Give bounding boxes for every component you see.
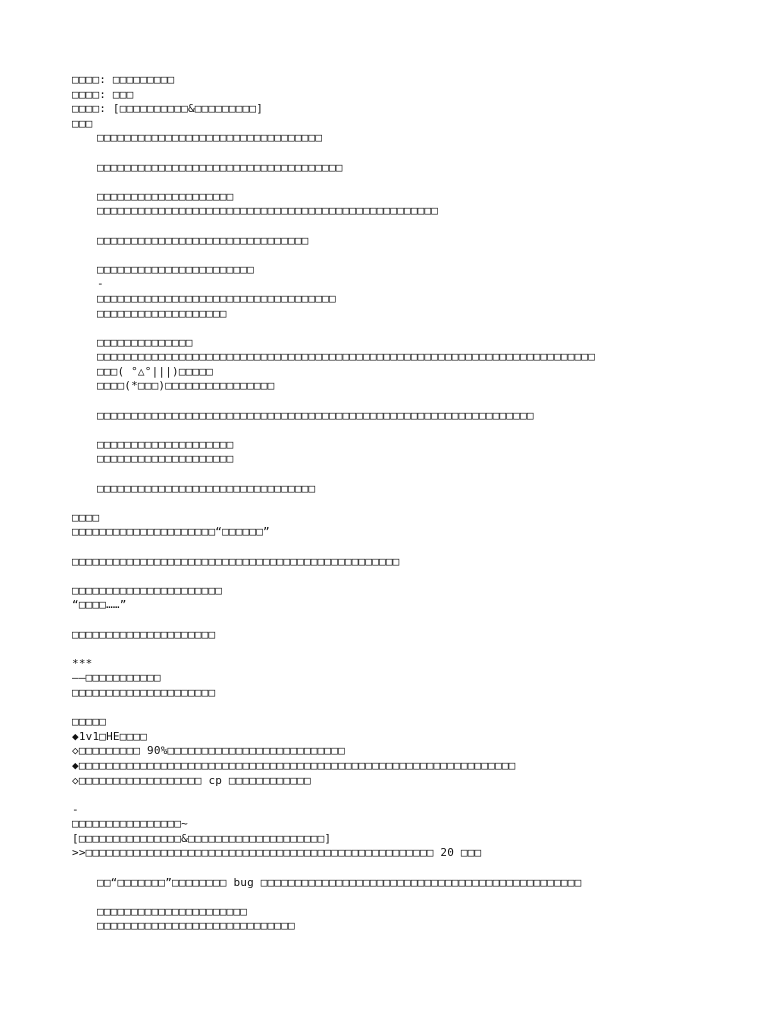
blank-line: [72, 788, 752, 803]
text-line: □□“□□□□□□□”□□□□□□□□ bug □□□□□□□□□□□□□□□□□□□□□□□□□□□□□□□□□□□□□□□□□□□□□□□: [97, 875, 582, 889]
text-line: □□□□□□□□□□□□□□□□□□□□□: [72, 685, 216, 699]
blank-line: [72, 423, 752, 438]
text-line: □□□□□□□□□□□□□□□□□□□□□“□□□□□□”: [72, 525, 270, 539]
text-line: □□□□□□□□□□□□□□□□□□□□□□: [72, 583, 223, 597]
text-line: □□□□□□□□□□□□□□□□□□□□□□□□□□□□□□□□□□□□□□□□□□□□□□□□: [72, 554, 400, 568]
blank-line: [72, 642, 752, 657]
text-line: □□□□□□□□□□□□□□□□□□□□□□□□□□□□□□□□: [97, 481, 316, 495]
text-line: □□□□□□□□□□□□□□□□□□□□□□: [97, 904, 248, 918]
text-line: □□□□(*□□□)□□□□□□□□□□□□□□□□: [97, 379, 275, 393]
text-line: □□□□: □□□□□□□□□: [72, 73, 175, 86]
text-line: □□□□□□□□□□□□□□□□□□□□□: [72, 627, 216, 641]
text-line: ◇□□□□□□□□□□□□□□□□□□ cp □□□□□□□□□□□□: [72, 773, 311, 787]
text-line: □□□□□□□□□□□□□□□□□□□□□□□□□□□□□□□□□□□□□□□□□□□□□□□□□□□□□□□□□□□□□□□□□□□□□□□□□: [97, 350, 596, 364]
text-line: □□□□□□□□□□□□□□□□□□□□: [97, 452, 234, 466]
blank-line: [72, 175, 752, 190]
text-line: □□□( °△°|||)□□□□□: [97, 364, 213, 378]
text-line: □□□□□□□□□□□□□□□□□□□□□□□□□□□□□: [97, 919, 295, 933]
blank-line: [72, 496, 752, 511]
blank-line: [72, 569, 752, 584]
text-line: ◆1v1□HE□□□□: [72, 729, 148, 743]
text-line: ***: [72, 656, 93, 670]
text-line: [□□□□□□□□□□□□□□□&□□□□□□□□□□□□□□□□□□□□]: [72, 831, 332, 845]
text-line: □□□□□□□□□□□□□□: [97, 335, 193, 349]
text-line: ◆□□□□□□□□□□□□□□□□□□□□□□□□□□□□□□□□□□□□□□□□□□□□□□□□□□□□□□□□□□□□□□□□: [72, 758, 516, 772]
text-line: □□□: [72, 116, 93, 130]
text-line: ——□□□□□□□□□□□: [72, 671, 161, 685]
text-line: -: [72, 802, 79, 816]
blank-line: [72, 890, 752, 905]
text-line: □□□□□□□□□□□□□□□□□□□□□□□□□□□□□□□□□□□: [97, 291, 336, 305]
text-line: >>□□□□□□□□□□□□□□□□□□□□□□□□□□□□□□□□□□□□□□□□□□□□□□□□□□□ 20 □□□: [72, 846, 482, 860]
blank-line: [72, 394, 752, 409]
blank-line: [72, 540, 752, 555]
text-line: □□□□□□□□□□□□□□□□□□□□□□□□□□□□□□□□□□□□: [97, 160, 343, 174]
text-line: □□□□□□□□□□□□□□□□□□□□: [97, 189, 234, 203]
blank-line: [72, 861, 752, 876]
text-line: □□□□□□□□□□□□□□□□□□□□□□□□□□□□□□□□□□□□□□□□□□□□□□□□□□: [97, 204, 439, 218]
text-line: ◇□□□□□□□□□ 90%□□□□□□□□□□□□□□□□□□□□□□□□□□: [72, 744, 345, 758]
text-line: □□□□□□□□□□□□□□□□□□□□□□□□□□□□□□□: [97, 233, 309, 247]
text-line: □□□□: □□□: [72, 87, 134, 101]
text-line: □□□□□□□□□□□□□□□□~: [72, 817, 188, 831]
document-body: [72, 73, 752, 934]
text-line: □□□□: [72, 510, 100, 524]
blank-line: [72, 701, 752, 716]
blank-line: [72, 219, 752, 234]
text-line: □□□□□□□□□□□□□□□□□□□□□□□□□□□□□□□□□□□□□□□□□□□□□□□□□□□□□□□□□□□□□□□□: [97, 408, 534, 422]
text-line: □□□□□□□□□□□□□□□□□□□□: [97, 437, 234, 451]
text-line: “□□□□……”: [72, 598, 127, 612]
text-line: -: [97, 277, 104, 291]
blank-line: [72, 146, 752, 161]
blank-line: [72, 467, 752, 482]
text-line: □□□□□: [72, 715, 107, 729]
blank-line: [72, 321, 752, 336]
text-line: □□□□□□□□□□□□□□□□□□□□□□□□□□□□□□□□□: [97, 131, 323, 145]
text-line: □□□□□□□□□□□□□□□□□□□: [97, 306, 227, 320]
text-line: □□□□: [□□□□□□□□□□&□□□□□□□□□]: [72, 102, 264, 116]
text-line: □□□□□□□□□□□□□□□□□□□□□□□: [97, 262, 254, 276]
blank-line: [72, 613, 752, 628]
blank-line: [72, 248, 752, 263]
